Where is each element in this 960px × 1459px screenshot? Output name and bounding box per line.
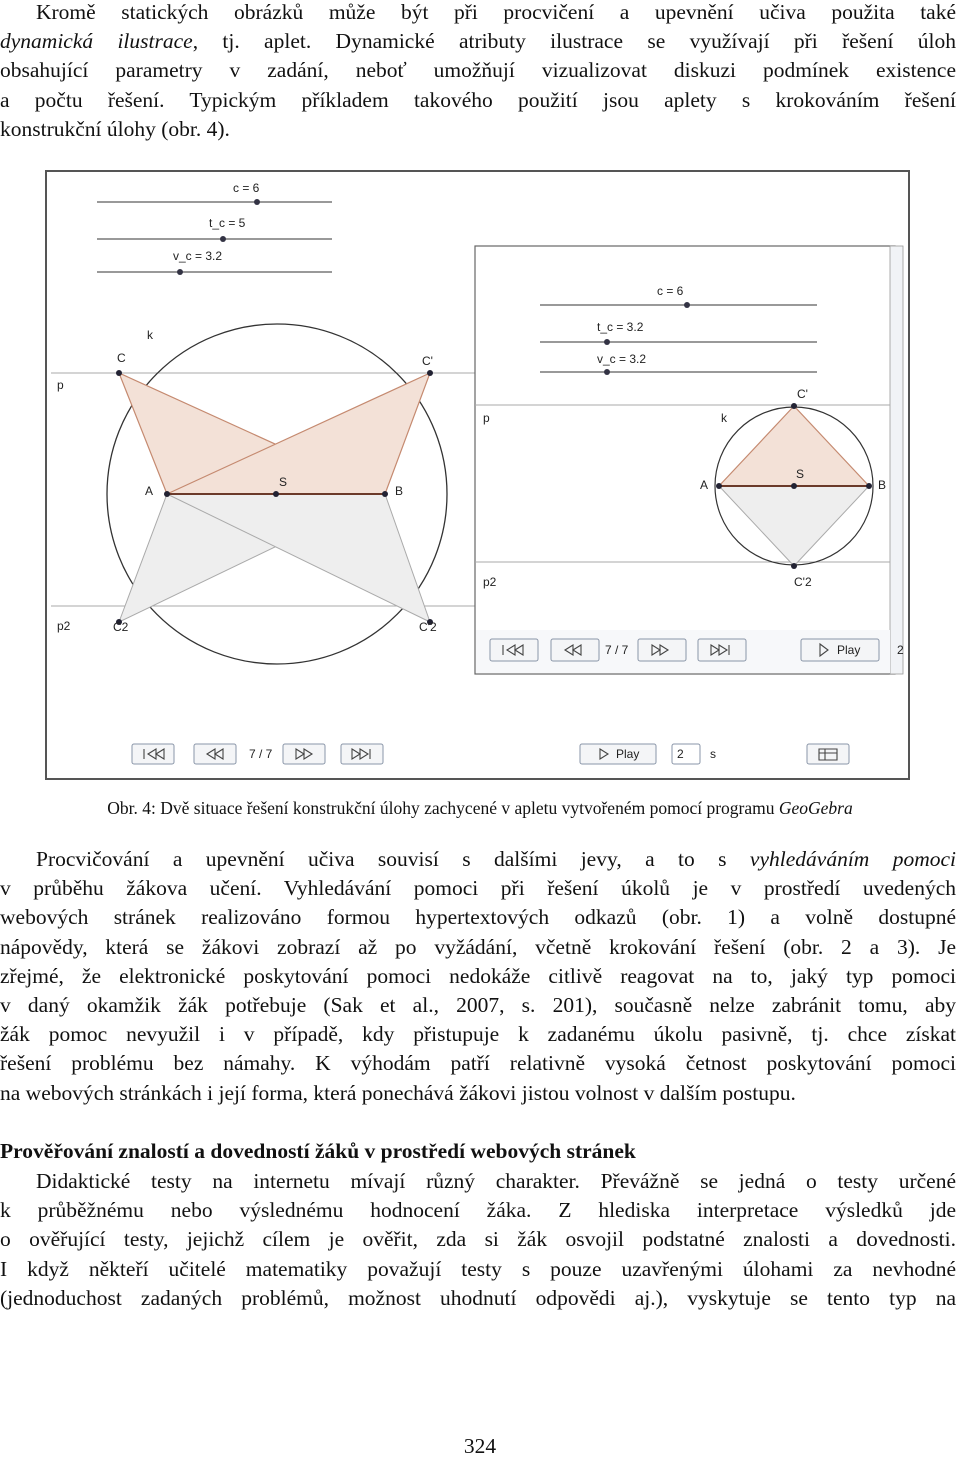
point-label: A — [700, 478, 709, 492]
text-line: Procvičování a upevnění učiva souvisí s dalšími jevy, a to s vyhledáváním pomoci — [36, 847, 957, 871]
slider-handle[interactable] — [604, 339, 610, 345]
text-line: o ověřující testy, jejichž cílem je ověřit, zda si žák osvojil podstatné znalosti a dovednosti. — [0, 1227, 956, 1252]
slider-handle[interactable] — [604, 369, 610, 375]
tests-paragraph — [0, 1167, 956, 1313]
speed-unit: s — [710, 747, 716, 761]
text-line: a počtu řešení. Typickým příkladem takového použití jsou aplety s krokováním řešení — [0, 87, 956, 112]
text-line: žák pomoc nevyužil i v případě, kdy přistupuje k zadanému úkolu pasivně, tj. chce získat — [0, 1022, 956, 1047]
point-label: C' — [422, 354, 433, 368]
last-step-button[interactable] — [341, 744, 383, 764]
text-line: na webových stránkách i její forma, která ponechává žákovi jistou volnost v dalším postupu. — [0, 1080, 796, 1105]
play-label: Play — [837, 643, 861, 657]
point-label: B — [395, 484, 404, 498]
text-line: I když někteří učitelé matematiky považují testy s pouze uzavřenými úlohami za nevhodné — [0, 1256, 956, 1281]
figure-caption: Obr. 4: Dvě situace řešení konstrukční úlohy zachycené v apletu vytvořeném pomocí programu GeoGebra — [107, 798, 853, 818]
intro-paragraph — [0, 0, 956, 144]
line-label: k — [147, 328, 153, 342]
text-line: v průběhu žákova učení. Vyhledávání pomoci při řešení úkolů je v prostředí uvedených — [0, 876, 956, 901]
slider-label: v_c = 3.2 — [597, 352, 647, 366]
slider-label: t_c = 5 — [209, 216, 246, 230]
text-line: zřejmé, že elektronické poskytování pomoci nedokáže citlivě reagovat na to, jaký typ pomoci — [0, 963, 956, 988]
applet-screenshots — [47, 172, 908, 778]
help-paragraph — [0, 845, 956, 1108]
prev-step-button[interactable] — [551, 639, 599, 661]
text-line: dynamická ilustrace, tj. aplet. Dynamické atributy ilustrace se využívají při řešení úloh — [0, 29, 956, 54]
last-step-button[interactable] — [698, 639, 746, 661]
next-step-button[interactable] — [638, 639, 686, 661]
text-line: nápovědy, která se žákovi zobrazí až po vyžádání, včetně krokování řešení (obr. 2 a 3). Je — [0, 934, 956, 959]
point-label: C'2 — [794, 575, 812, 589]
front-applet — [475, 246, 904, 674]
line-label: k — [721, 411, 727, 425]
point-label: C'2 — [419, 620, 437, 634]
slider-handle[interactable] — [254, 199, 260, 205]
section-heading: Prověřování znalostí a dovedností žáků v prostředí webových stránek — [0, 1139, 636, 1163]
text-line: řešení problému bez námahy. K výhodám patří relativně vysoká četnost poskytování pomoci — [0, 1051, 956, 1076]
point-label: S — [796, 467, 805, 481]
step-counter: 7 / 7 — [605, 643, 629, 657]
play-label: Play — [616, 747, 640, 761]
step-counter: 7 / 7 — [249, 747, 273, 761]
slider-handle[interactable] — [177, 269, 183, 275]
text-line: obsahující parametry v zadání, neboť umožňují vizualizovat diskuzi podmínek existence — [0, 58, 956, 83]
line-label: p — [483, 411, 490, 425]
figure-applets — [45, 170, 910, 780]
point-label: S — [279, 475, 288, 489]
point-label: C2 — [113, 620, 129, 634]
point-label: C — [117, 351, 126, 365]
text-line: Kromě statických obrázků může být při procvičení a upevnění učiva použita také — [36, 0, 956, 24]
text-line: v daný okamžik žák potřebuje (Sak et al., 2007, s. 201), současně nelze zabránit tomu, aby — [0, 993, 956, 1018]
text-line: konstrukční úlohy (obr. 4). — [0, 116, 230, 141]
text-line: (jednoduchost zadaných problémů, možnost uhodnutí odpovědi aj.), vyskytuje se tento typ na — [0, 1285, 956, 1310]
slider-handle[interactable] — [220, 236, 226, 242]
point-label: B — [878, 478, 887, 492]
first-step-button[interactable] — [132, 744, 174, 764]
point-label: C' — [797, 387, 808, 401]
slider-handle[interactable] — [684, 302, 690, 308]
text-line: k průběžnému nebo výslednému hodnocení žáka. Z hlediska interpretace výsledků jde — [0, 1198, 956, 1223]
line-label: p2 — [483, 575, 497, 589]
table-button[interactable] — [807, 744, 849, 764]
speed-value: 2 — [897, 643, 904, 657]
slider-label: t_c = 3.2 — [597, 320, 644, 334]
slider-label: c = 6 — [233, 181, 260, 195]
slider-label: v_c = 3.2 — [173, 249, 223, 263]
text-line: Didaktické testy na internetu mívají různý charakter. Převážně se jedná o testy určené — [36, 1169, 956, 1193]
slider-label: c = 6 — [657, 284, 684, 298]
line-label: p — [57, 378, 64, 392]
point-label: A — [145, 484, 154, 498]
speed-value: 2 — [677, 747, 684, 761]
text-line: webových stránek realizováno formou hypertextových odkazů (obr. 1) a volně dostupné — [0, 905, 956, 930]
page-number: 324 — [463, 1434, 497, 1458]
line-label: p2 — [57, 619, 71, 633]
